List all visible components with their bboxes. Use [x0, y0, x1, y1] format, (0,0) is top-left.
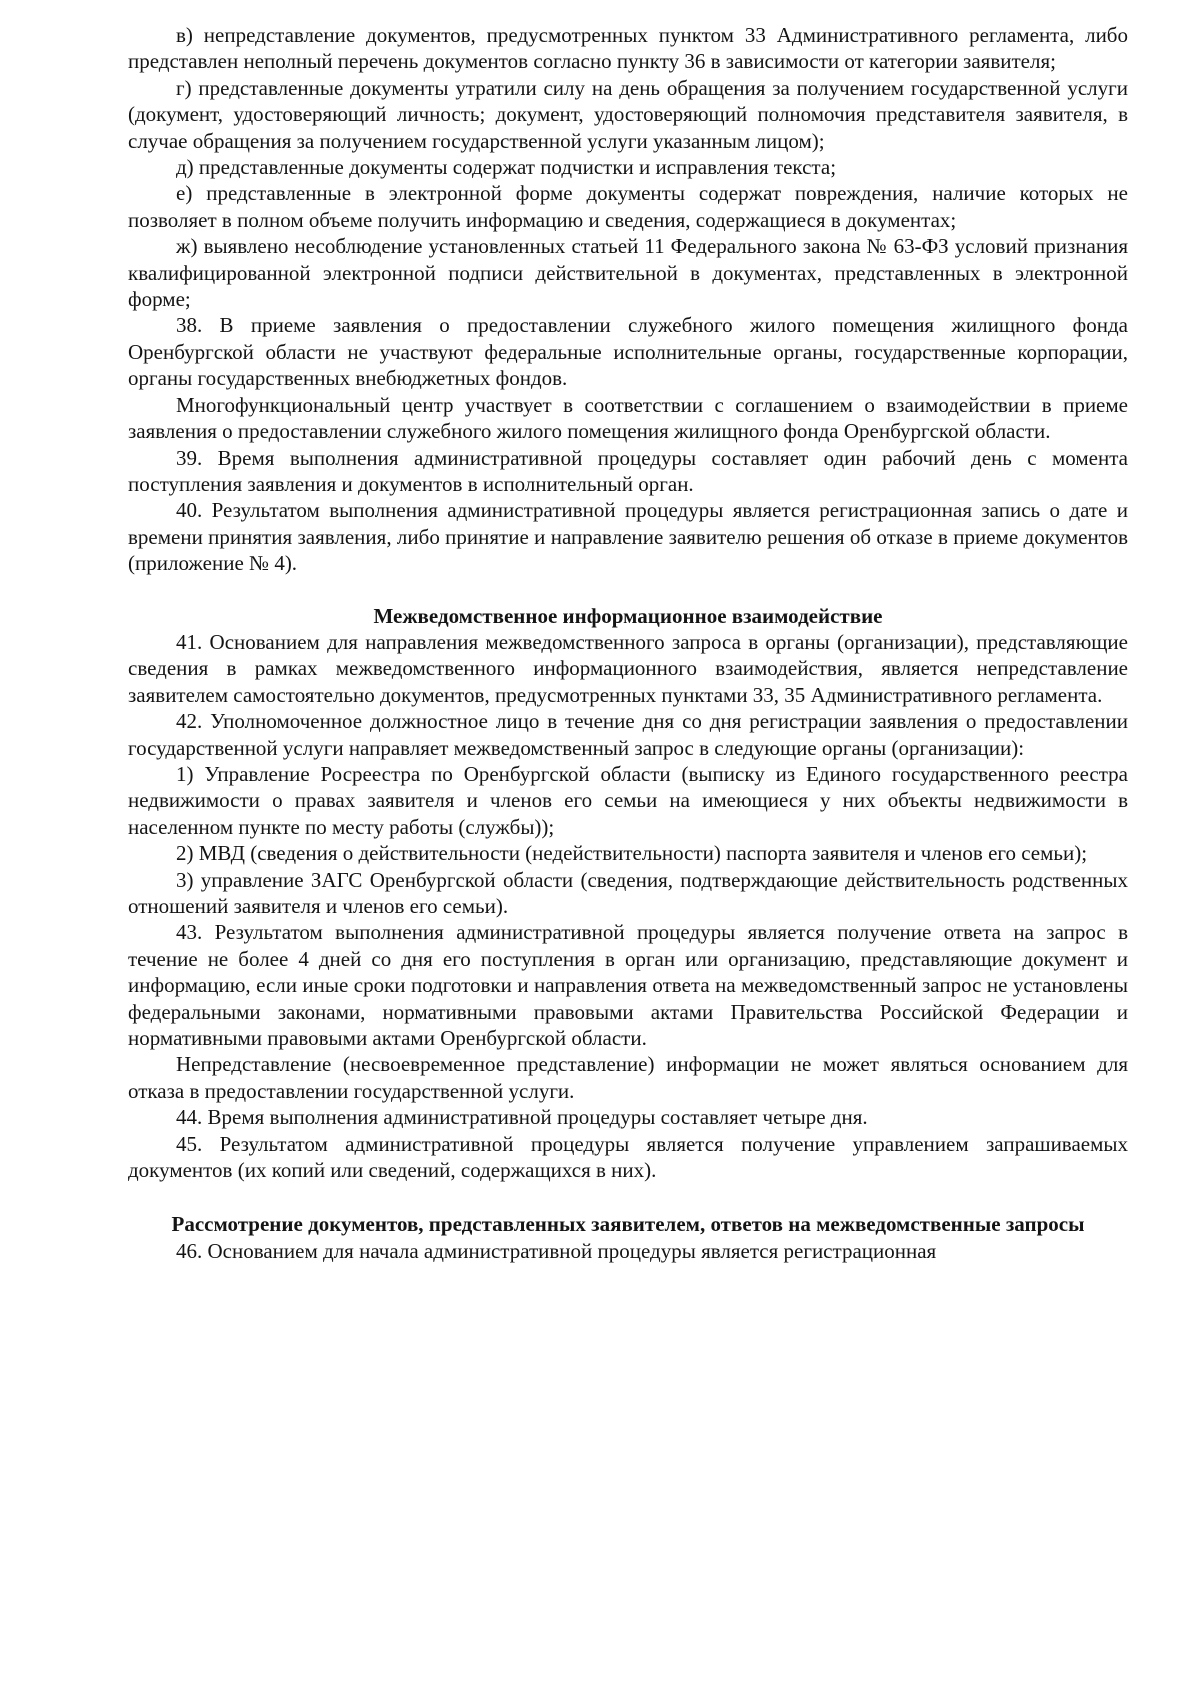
paragraph-41: 41. Основанием для направления межведомственного запроса в органы (организации), представляющие сведения в рамках межведомственного информационного взаимодействия, является непредставление заявителем самостоятельно документов, предусмотренных пунктами 33, 35 Административного регламента. [128, 629, 1128, 707]
paragraph-39: 39. Время выполнения административной процедуры составляет один рабочий день с момента поступления заявления и документов в исполнительный орган. [128, 445, 1128, 496]
paragraph-40: 40. Результатом выполнения административной процедуры является регистрационная запись о дате и времени принятия заявления, либо принятие и направление заявителю решения об отказе в приеме документов (приложение № 4). [128, 498, 1128, 576]
paragraph-nonprovision: Непредставление (несвоевременное представление) информации не может являться основанием для отказа в предоставлении государственной услуги. [128, 1052, 1128, 1103]
paragraph-42: 42. Уполномоченное должностное лицо в течение дня со дня регистрации заявления о предоставлении государственной услуги направляет межведомственный запрос в следующие органы (организации): [128, 709, 1128, 760]
paragraph-38: 38. В приеме заявления о предоставлении служебного жилого помещения жилищного фонда Оренбургской области не участвуют федеральные исполнительные органы, государственные корпорации, органы государственных внебюджетных фондов. [128, 313, 1128, 391]
paragraph-v: в) непредставление документов, предусмотренных пунктом 33 Административного регламента, либо представлен неполный перечень документов согласно пункту 36 в зависимости от категории заявителя; [128, 23, 1128, 74]
paragraph-g: г) представленные документы утратили силу на день обращения за получением государственной услуги (документ, удостоверяющий личность; документ, удостоверяющий полномочия представителя заявителя, в случае обращения за получением государственной услуги указанным лицом); [128, 75, 1128, 153]
paragraph-42-2: 2) МВД (сведения о действительности (недействительности) паспорта заявителя и членов его семьи); [176, 841, 1088, 866]
paragraph-46: 46. Основанием для начала административной процедуры является регистрационная [176, 1238, 937, 1263]
paragraph-44: 44. Время выполнения административной процедуры составляет четыре дня. [176, 1105, 868, 1130]
section-spacer [128, 1183, 1128, 1211]
section-spacer [128, 577, 1128, 603]
paragraph-42-1: 1) Управление Росреестра по Оренбургской области (выписку из Единого государственного реестра недвижимости о правах заявителя и членов его семьи на имеющиеся у них объекты недвижимости в населенном пункте по месту работы (службы)); [128, 761, 1128, 839]
paragraph-e: е) представленные в электронной форме документы содержат повреждения, наличие которых не позволяет в полном объеме получить информацию и сведения, содержащиеся в документах; [128, 181, 1128, 232]
paragraph-42-3: 3) управление ЗАГС Оренбургской области (сведения, подтверждающие действительность родственных отношений заявителя и членов его семьи). [128, 867, 1128, 918]
paragraph-43: 43. Результатом выполнения административной процедуры является получение ответа на запрос в течение не более 4 дней со дня его поступления в орган или организацию, представляющие документ и информацию, если иные сроки подготовки и направления ответа на межведомственный запрос не установлены федеральными законами, нормативными правовыми актами Правительства Российской Федерации и нормативными правовыми актами Оренбургской области. [128, 920, 1128, 1051]
paragraph-mfc: Многофункциональный центр участвует в соответствии с соглашением о взаимодействии в приеме заявления о предоставлении служебного жилого помещения жилищного фонда Оренбургской области. [128, 392, 1128, 444]
section-heading-interagency: Межведомственное информационное взаимодействие [373, 603, 883, 628]
paragraph-zh: ж) выявлено несоблюдение установленных статьей 11 Федерального закона № 63-ФЗ условий признания квалифицированной электронной подписи действительной в документах, представленных в электронной форме; [128, 234, 1128, 312]
document-page [128, 22, 1128, 1264]
paragraph-d: д) представленные документы содержат подчистки и исправления текста; [176, 155, 837, 180]
paragraph-45: 45. Результатом административной процедуры является получение управлением запрашиваемых документов (их копий или сведений, содержащихся в них). [128, 1131, 1128, 1183]
section-heading-review: Рассмотрение документов, представленных заявителем, ответов на межведомственные запросы [171, 1212, 1085, 1237]
